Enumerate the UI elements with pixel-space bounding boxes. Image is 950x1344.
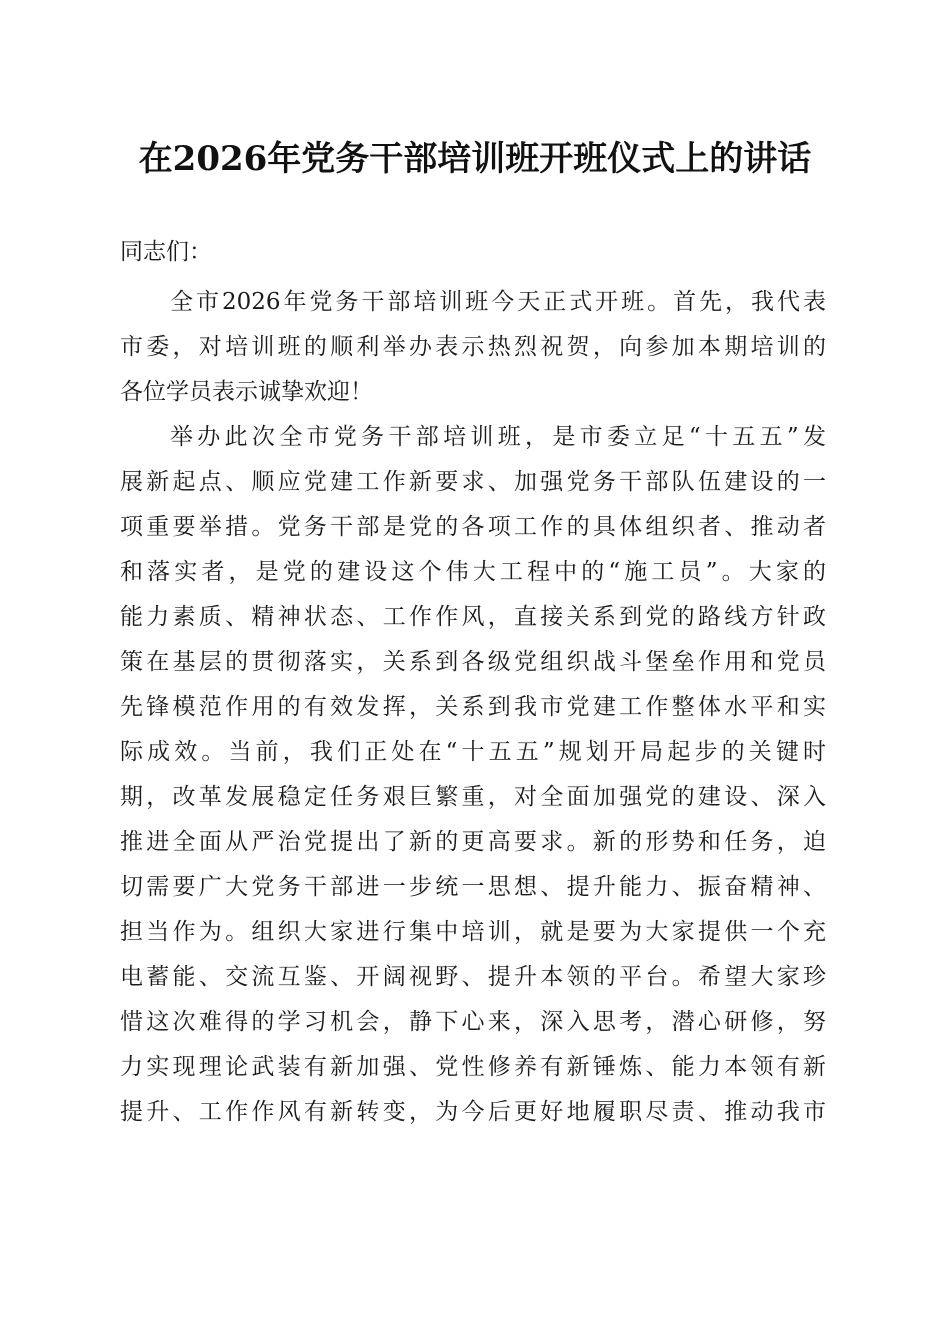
text-line: 和落实者，是党的建设这个伟大工程中的“施工员”。大家的 bbox=[120, 559, 826, 585]
text-line: 各位学员表示诚挚欢迎！ bbox=[120, 379, 373, 405]
text-line: 电蓄能、交流互鉴、开阔视野、提升本领的平台。希望大家珍 bbox=[120, 964, 826, 990]
text-line: 惜这次难得的学习机会，静下心来，深入思考，潜心研修，努 bbox=[120, 1009, 826, 1035]
text-line: 力实现理论武装有新加强、党性修养有新锤炼、能力本领有新 bbox=[120, 1054, 826, 1080]
text-line: 市委，对培训班的顺利举办表示热烈祝贺，向参加本期培训的 bbox=[120, 334, 826, 360]
salutation: 同志们： bbox=[120, 239, 212, 265]
text-line: 能力素质、精神状态、工作作风，直接关系到党的路线方针政 bbox=[120, 604, 826, 630]
text-line: 担当作为。组织大家进行集中培训，就是要为大家提供一个充 bbox=[120, 919, 826, 945]
text-line: 际成效。当前，我们正处在“十五五”规划开局起步的关键时 bbox=[120, 739, 826, 765]
text-line: 切需要广大党务干部进一步统一思想、提升能力、振奋精神、 bbox=[120, 874, 826, 900]
text-line: 策在基层的贯彻落实，关系到各级党组织战斗堡垒作用和党员 bbox=[120, 649, 826, 675]
paragraph-opening bbox=[120, 280, 826, 415]
text-line: 推进全面从严治党提出了新的更高要求。新的形势和任务，迫 bbox=[120, 829, 826, 855]
text-line: 举办此次全市党务干部培训班，是市委立足“十五五”发 bbox=[170, 424, 826, 450]
text-line: 提升、工作作风有新转变，为今后更好地履职尽责、推动我市 bbox=[120, 1099, 826, 1125]
document-body bbox=[120, 230, 826, 1135]
text-line: 展新起点、顺应党建工作新要求、加强党务干部队伍建设的一 bbox=[120, 469, 826, 495]
paragraph-significance bbox=[120, 415, 826, 1135]
text-line: 全市2026年党务干部培训班今天正式开班。首先，我代表 bbox=[170, 289, 826, 315]
text-line: 期，改革发展稳定任务艰巨繁重，对全面加强党的建设、深入 bbox=[120, 784, 826, 810]
document-title: 在2026年党务干部培训班开班仪式上的讲话 bbox=[138, 139, 812, 179]
text-line: 先锋模范作用的有效发挥，关系到我市党建工作整体水平和实 bbox=[120, 694, 826, 720]
text-line: 项重要举措。党务干部是党的各项工作的具体组织者、推动者 bbox=[120, 514, 826, 540]
